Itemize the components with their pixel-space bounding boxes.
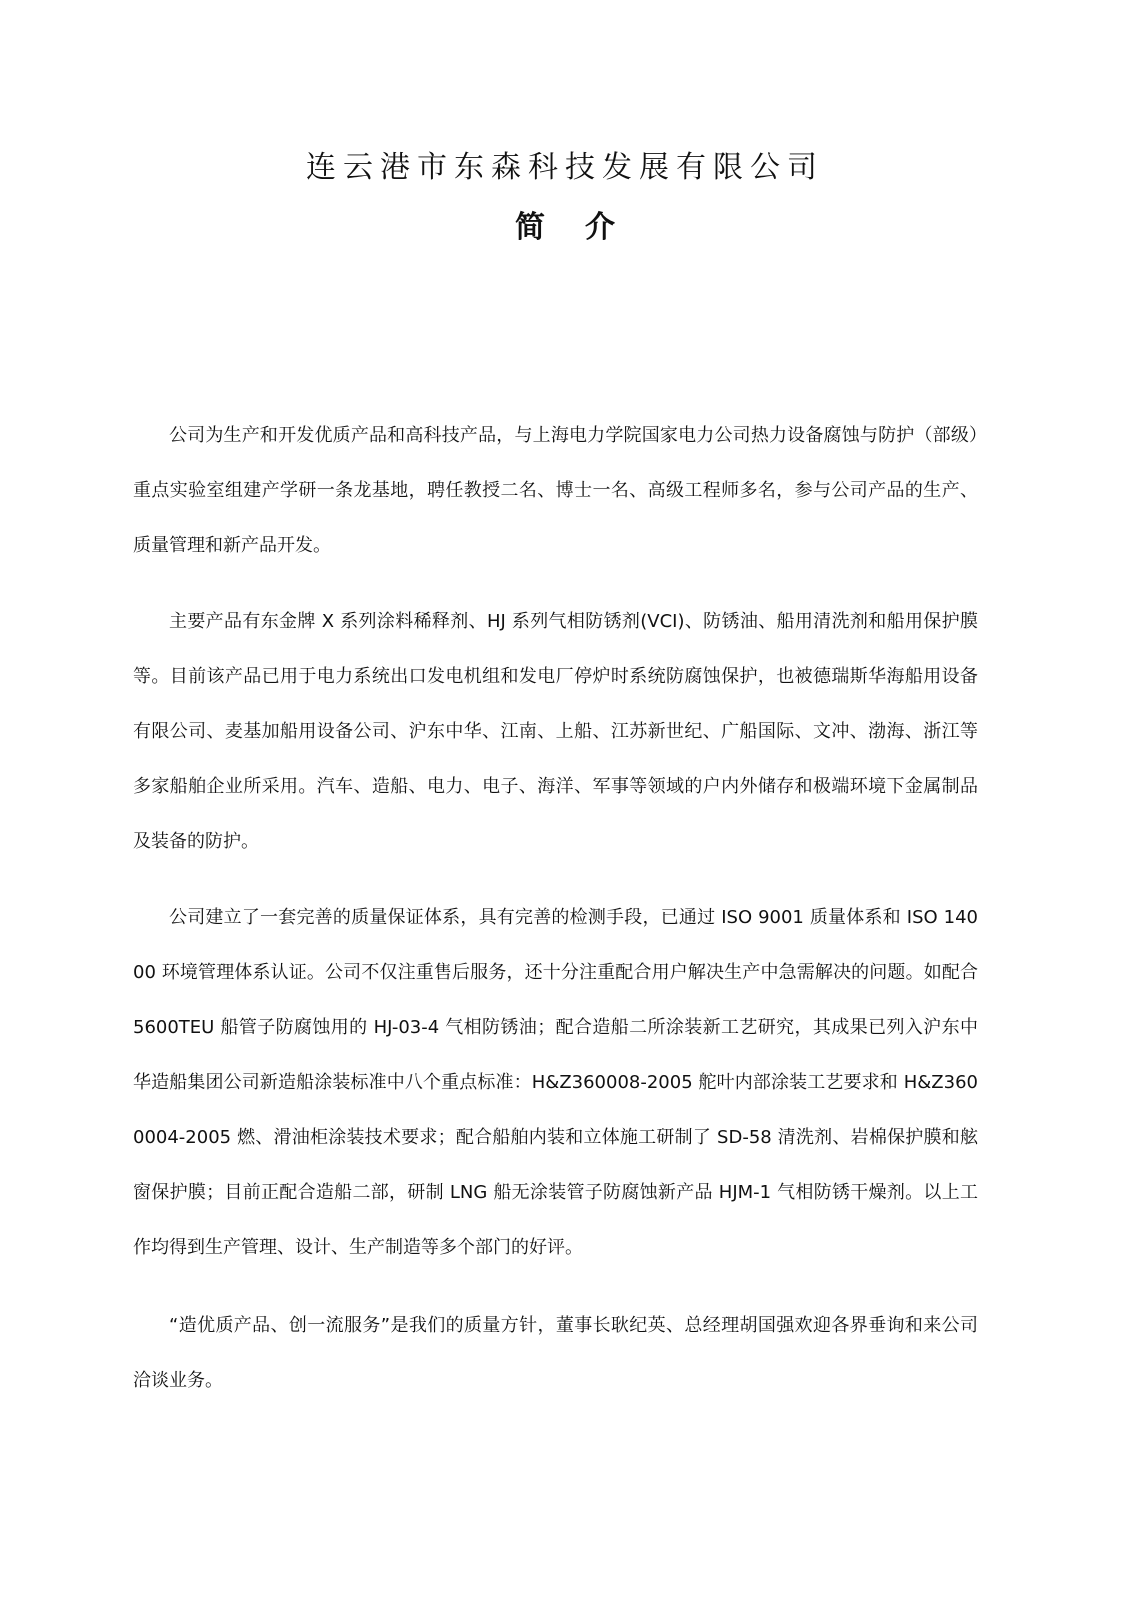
paragraph-quality-policy: “造优质产品、创一流服务”是我们的质量方针，董事长耿纪英、总经理胡国强欢迎各界垂询和来公司洽谈业务。	[133, 1315, 978, 1391]
paragraph-products: 主要产品有东金牌 X 系列涂料稀释剂、HJ 系列气相防锈剂(VCI)、防锈油、船用清洗剂和船用保护膜等。目前该产品已用于电力系统出口发电机组和发电厂停炉时系统防腐蚀保护，也被德瑞斯华海船用设备有限公司、麦基加船用设备公司、沪东中华、江南、上船、江苏新世纪、广船国际、文冲、渤海、浙江等多家船舶企业所采用。汽车、造船、电力、电子、海洋、军事等领域的户内外储存和极端环境下金属制品及装备的防护。	[133, 611, 978, 852]
document-subtitle: 简介	[515, 210, 655, 245]
paragraph-intro: 公司为生产和开发优质产品和高科技产品，与上海电力学院国家电力公司热力设备腐蚀与防护（部级）重点实验室组建产学研一条龙基地，聘任教授二名、博士一名、高级工程师多名，参与公司产品的生产、质量管理和新产品开发。	[133, 425, 978, 556]
company-name-title: 连云港市东森科技发展有限公司	[306, 150, 824, 185]
paragraph-quality-system: 公司建立了一套完善的质量保证体系，具有完善的检测手段，已通过 ISO 9001 质量体系和 ISO 14000 环境管理体系认证。公司不仅注重售后服务，还十分注重配合用户解决生产中急需解决的问题。如配合 5600TEU 船管子防腐蚀用的 HJ-03-4 气相防锈油；配合造船二所涂装新工艺研究，其成果已列入沪东中华造船集团公司新造船涂装标准中八个重点标准：H&Z360008-2005 舵叶内部涂装工艺要求和 H&Z3600004-2005 燃、滑油柜涂装技术要求；配合船舶内装和立体施工研制了 SD-58 清洗剂、岩棉保护膜和舷窗保护膜；目前正配合造船二部，研制 LNG 船无涂装管子防腐蚀新产品 HJM-1 气相防锈干燥剂。以上工作均得到生产管理、设计、生产制造等多个部门的好评。	[133, 907, 978, 1258]
